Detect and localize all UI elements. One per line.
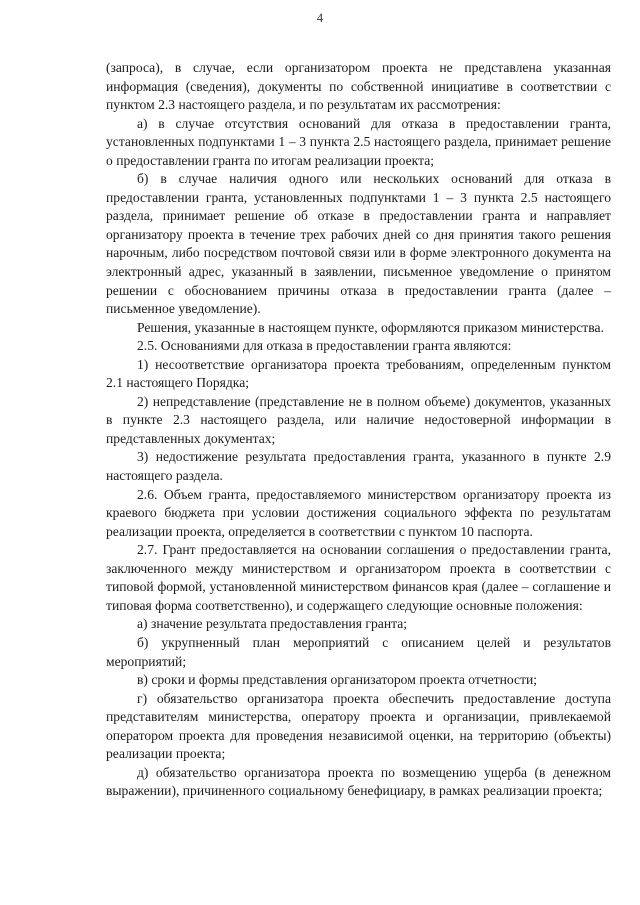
paragraph: 2.6. Объем гранта, предоставляемого министерством организатору проекта из краевого бюджета при условии достижения социального эффекта по результатам реализации проекта, определяется в соответствии с пунктом 10 паспорта. [106,486,611,539]
paragraph: г) обязательство организатора проекта обеспечить предоставление доступа представителям министерства, оператору проекта и организации, привлекаемой оператором проекта для проведения независимой оценки, на территорию (объекты) реализации проекта; [106,690,611,762]
paragraph: 2) непредставление (представление не в полном объеме) документов, указанных в пункте 2.3 настоящего раздела, или наличие недостоверной информации в представленных документах; [106,393,611,446]
paragraph: б) в случае наличия одного или нескольких оснований для отказа в предоставлении гранта, установленных подпунктами 1 – 3 пункта 2.5 настоящего раздела, принимает решение об отказе в предоставлении гранта и направляет организатору проекта в течение трех рабочих дней со дня принятия такого решения нарочным, либо посредством почтовой связи или в форме электронного документа на электронный адрес, указанный в заявлении, письменное уведомление о принятом решении с обоснованием причины отказа в предоставлении гранта (далее – письменное уведомление). [106,171,611,317]
paragraph: б) укрупненный план мероприятий с описанием целей и результатов мероприятий; [106,634,611,669]
paragraph: в) сроки и формы представления организатором проекта отчетности; [137,672,538,688]
paragraph: (запроса), в случае, если организатором проекта не представлена указанная информация (сведения), документы по собственной инициативе в соответствии с пунктом 2.3 настоящего раздела, и по результатам их рассмотрения: [106,60,611,113]
paragraph: д) обязательство организатора проекта по возмещению ущерба (в денежном выражении), причиненного социальному бенефициару, в рамках реализации проекта; [106,764,611,799]
page-number: 4 [316,11,324,25]
paragraph: 1) несоответствие организатора проекта требованиям, определенным пунктом 2.1 настоящего Порядка; [106,356,611,391]
paragraph: 2.7. Грант предоставляется на основании соглашения о предоставлении гранта, заключенного между министерством и организатором проекта в соответствии с типовой формой, установленной министерством финансов края (далее – соглашение и типовая форма соответственно), и содержащего следующие основные положения: [106,542,611,613]
paragraph: 2.5. Основаниями для отказа в предоставлении гранта являются: [137,338,512,354]
paragraph: 3) недостижение результата предоставления гранта, указанного в пункте 2.9 настоящего раздела. [106,449,611,484]
paragraph: а) в случае отсутствия оснований для отказа в предоставлении гранта, установленных подпунктами 1 – 3 пункта 2.5 настоящего раздела, принимает решение о предоставлении гранта по итогам реализации проекта; [106,115,611,168]
paragraph: а) значение результата предоставления гранта; [137,616,408,632]
document-body [106,59,611,801]
paragraph: Решения, указанные в настоящем пункте, оформляются приказом министерства. [137,319,604,335]
